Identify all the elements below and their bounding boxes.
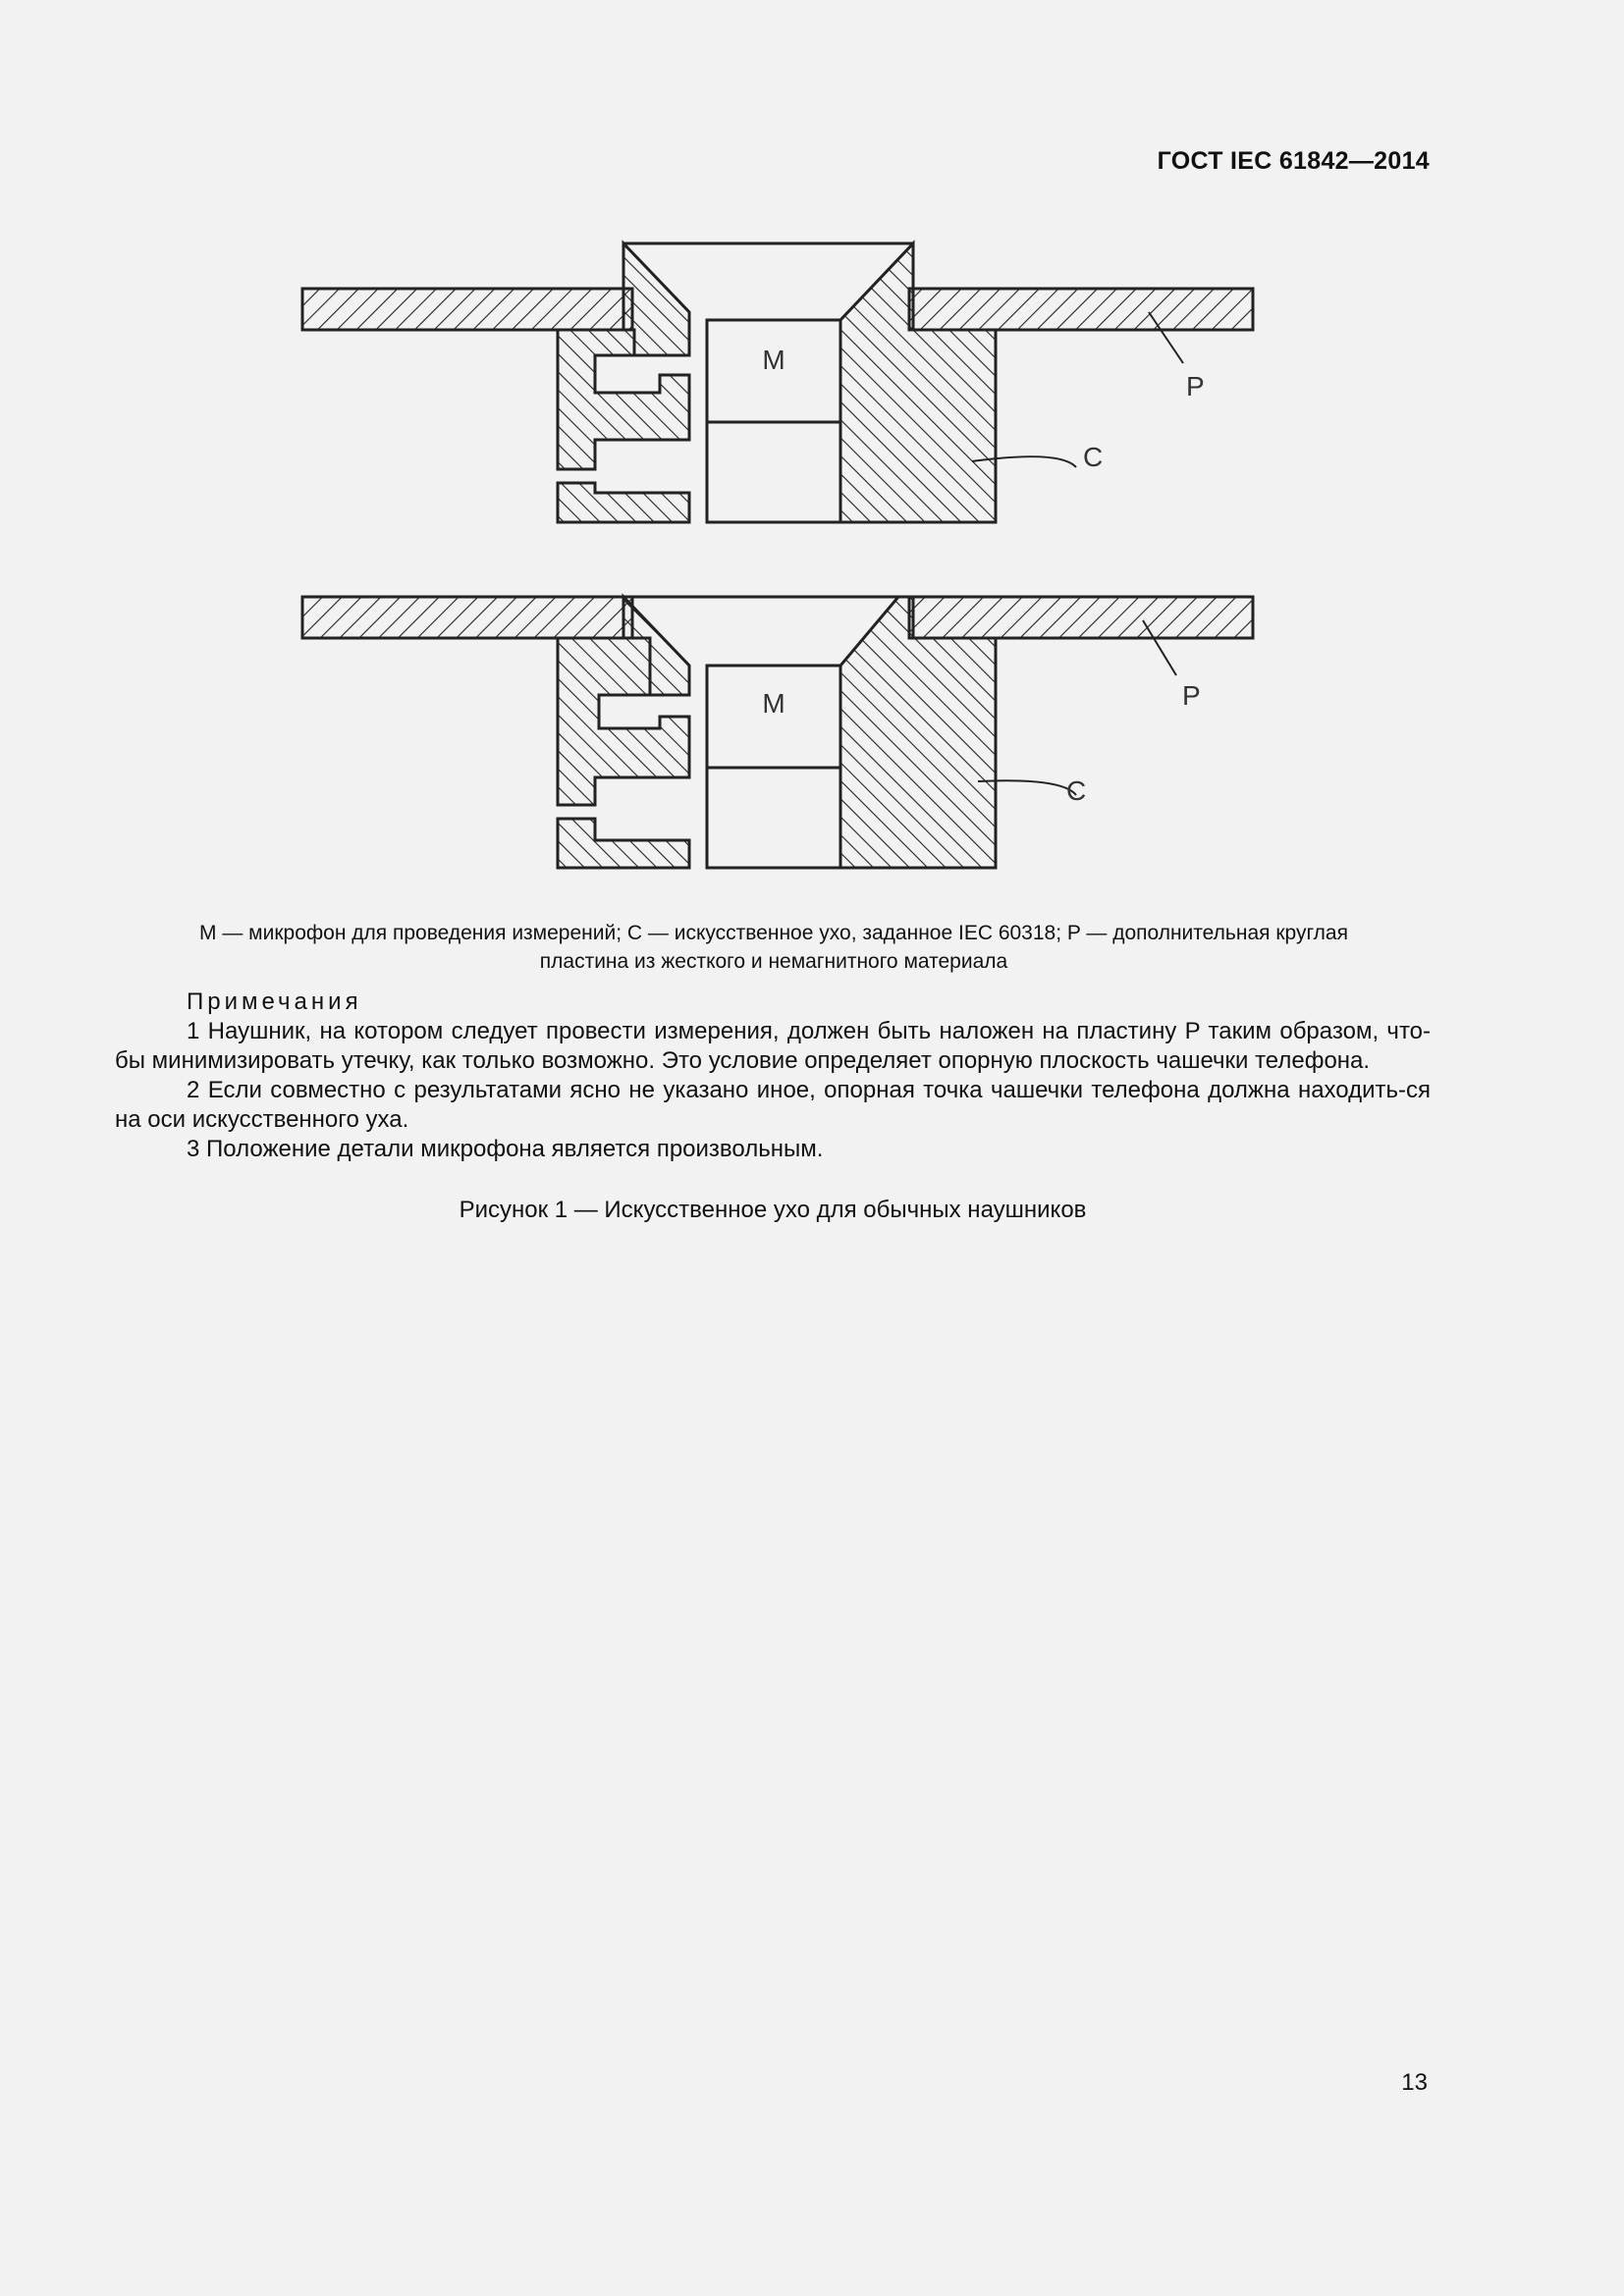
plate-left — [302, 289, 632, 330]
bottom-mic-label: M — [762, 688, 785, 719]
plate-left — [302, 597, 632, 638]
top-coupler-label: C — [1083, 442, 1104, 472]
notes-section — [115, 988, 1431, 1164]
left-bottom-lip — [558, 819, 689, 868]
plate-right — [909, 289, 1253, 330]
note-item: 1 Наушник, на котором следует провести измерения, должен быть наложен на пластину P таким образом, что-бы минимизировать утечку, как только возможно. Это условие определяет опорную плоскость чашечки телефона. — [115, 1018, 1431, 1074]
notes-heading: Примечания — [187, 988, 362, 1015]
bottom-coupler-label: C — [1066, 775, 1087, 806]
coupler-body — [840, 597, 996, 868]
note-item: 3 Положение детали микрофона является произвольным. — [187, 1136, 824, 1162]
plate-right — [909, 597, 1253, 638]
top-mic-label: M — [762, 345, 785, 375]
figure-caption: Рисунок 1 — Искусственное ухо для обычных наушников — [459, 1197, 1087, 1223]
figure-key-line: пластина из жесткого и немагнитного материала — [539, 950, 1008, 973]
coupler-body — [840, 243, 996, 522]
top-plate-label: P — [1186, 371, 1205, 401]
top-diagram — [302, 243, 1253, 522]
artificial-ear-figure — [285, 226, 1296, 893]
figure-key — [147, 919, 1400, 976]
page-number: 13 — [1401, 2069, 1428, 2096]
microphone-bottom — [707, 422, 840, 522]
document-header: ГОСТ IEC 61842—2014 — [1157, 147, 1430, 175]
left-bottom-lip — [558, 483, 689, 522]
bottom-diagram — [302, 597, 1253, 868]
note-item: 2 Если совместно с результатами ясно не указано иное, опорная точка чашечки телефона должна находить-ся на оси искусственного уха. — [115, 1077, 1431, 1133]
bottom-plate-label: P — [1182, 680, 1201, 711]
microphone-bottom — [707, 768, 840, 868]
figure-key-line: M — микрофон для проведения измерений; C — искусственное ухо, заданное IEC 60318; P — дополнительная круглая — [199, 922, 1348, 944]
